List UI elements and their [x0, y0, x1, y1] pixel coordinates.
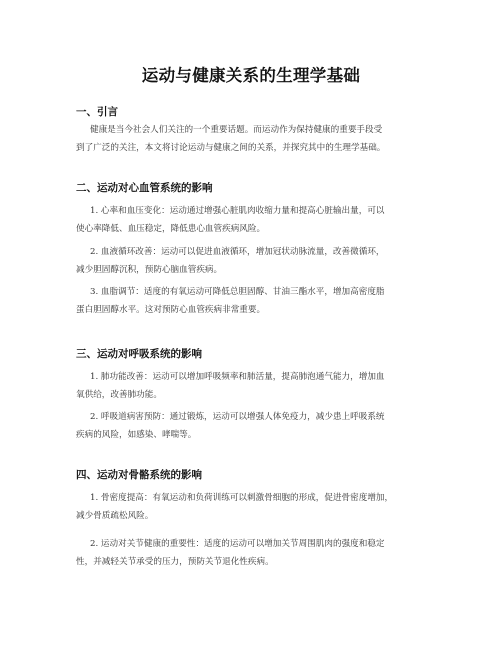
paragraph-line: 1. 心率和血压变化：运动通过增强心脏肌肉收缩力量和提高心脏输出量，可以: [90, 206, 385, 216]
paragraph-line: 性，并减轻关节承受的压力，预防关节退化性疾病。: [76, 556, 274, 567]
section-heading-skeletal: 四、运动对骨骼系统的影响: [76, 469, 202, 481]
paragraph: [76, 536, 436, 571]
paragraph-line: 蛋白胆固醇水平。这对预防心血管疾病非常重要。: [76, 304, 266, 315]
paragraph: [76, 244, 436, 279]
paragraph-line: 1. 肺功能改善：运动可以增加呼吸频率和肺活量，提高肺泡通气能力，增加血: [90, 372, 385, 382]
paragraph: [76, 490, 436, 525]
paragraph: [76, 122, 436, 157]
paragraph-line: 减少骨质疏松风险。: [76, 510, 154, 521]
paragraph-line: 2. 血液循环改善：运动可以促进血液循环，增加冠状动脉流量，改善微循环，: [90, 247, 385, 257]
paragraph-line: 氧供给，改善肺功能。: [76, 389, 162, 400]
section-heading-introduction: 一、引言: [76, 106, 118, 118]
paragraph-line: 疾病的风险，如感染、哮喘等。: [76, 429, 197, 440]
paragraph-line: 1. 骨密度提高：有氧运动和负荷训练可以刺激骨细胞的形成，促进骨密度增加，: [90, 493, 394, 503]
section-heading-cardiovascular: 二、运动对心血管系统的影响: [76, 182, 213, 194]
paragraph-line: 2. 运动对关节健康的重要性：适度的运动可以增加关节周围肌肉的强度和稳定: [90, 539, 385, 549]
paragraph-line: 2. 呼吸道病害预防：通过锻炼，运动可以增强人体免疫力，减少患上呼吸系统: [90, 412, 385, 422]
paragraph-line: 减少胆固醇沉积，预防心脑血管疾病。: [76, 264, 223, 275]
paragraph-line: 健康是当今社会人们关注的一个重要话题。而运动作为保持健康的重要手段受: [90, 125, 383, 135]
paragraph: [76, 203, 436, 238]
paragraph-line: 使心率降低、血压稳定，降低患心血管疾病风险。: [76, 223, 266, 234]
paragraph: [76, 369, 436, 404]
document-title: 运动与健康关系的生理学基础: [141, 66, 361, 85]
section-heading-respiratory: 三、运动对呼吸系统的影响: [76, 348, 202, 360]
paragraph: [76, 284, 436, 319]
paragraph-line: 3. 血脂调节：适度的有氧运动可降低总胆固醇、甘油三酯水平，增加高密度脂: [90, 287, 385, 297]
paragraph: [76, 409, 436, 444]
paragraph-line: 到了广泛的关注，本文将讨论运动与健康之间的关系，并探究其中的生理学基础。: [76, 142, 386, 153]
